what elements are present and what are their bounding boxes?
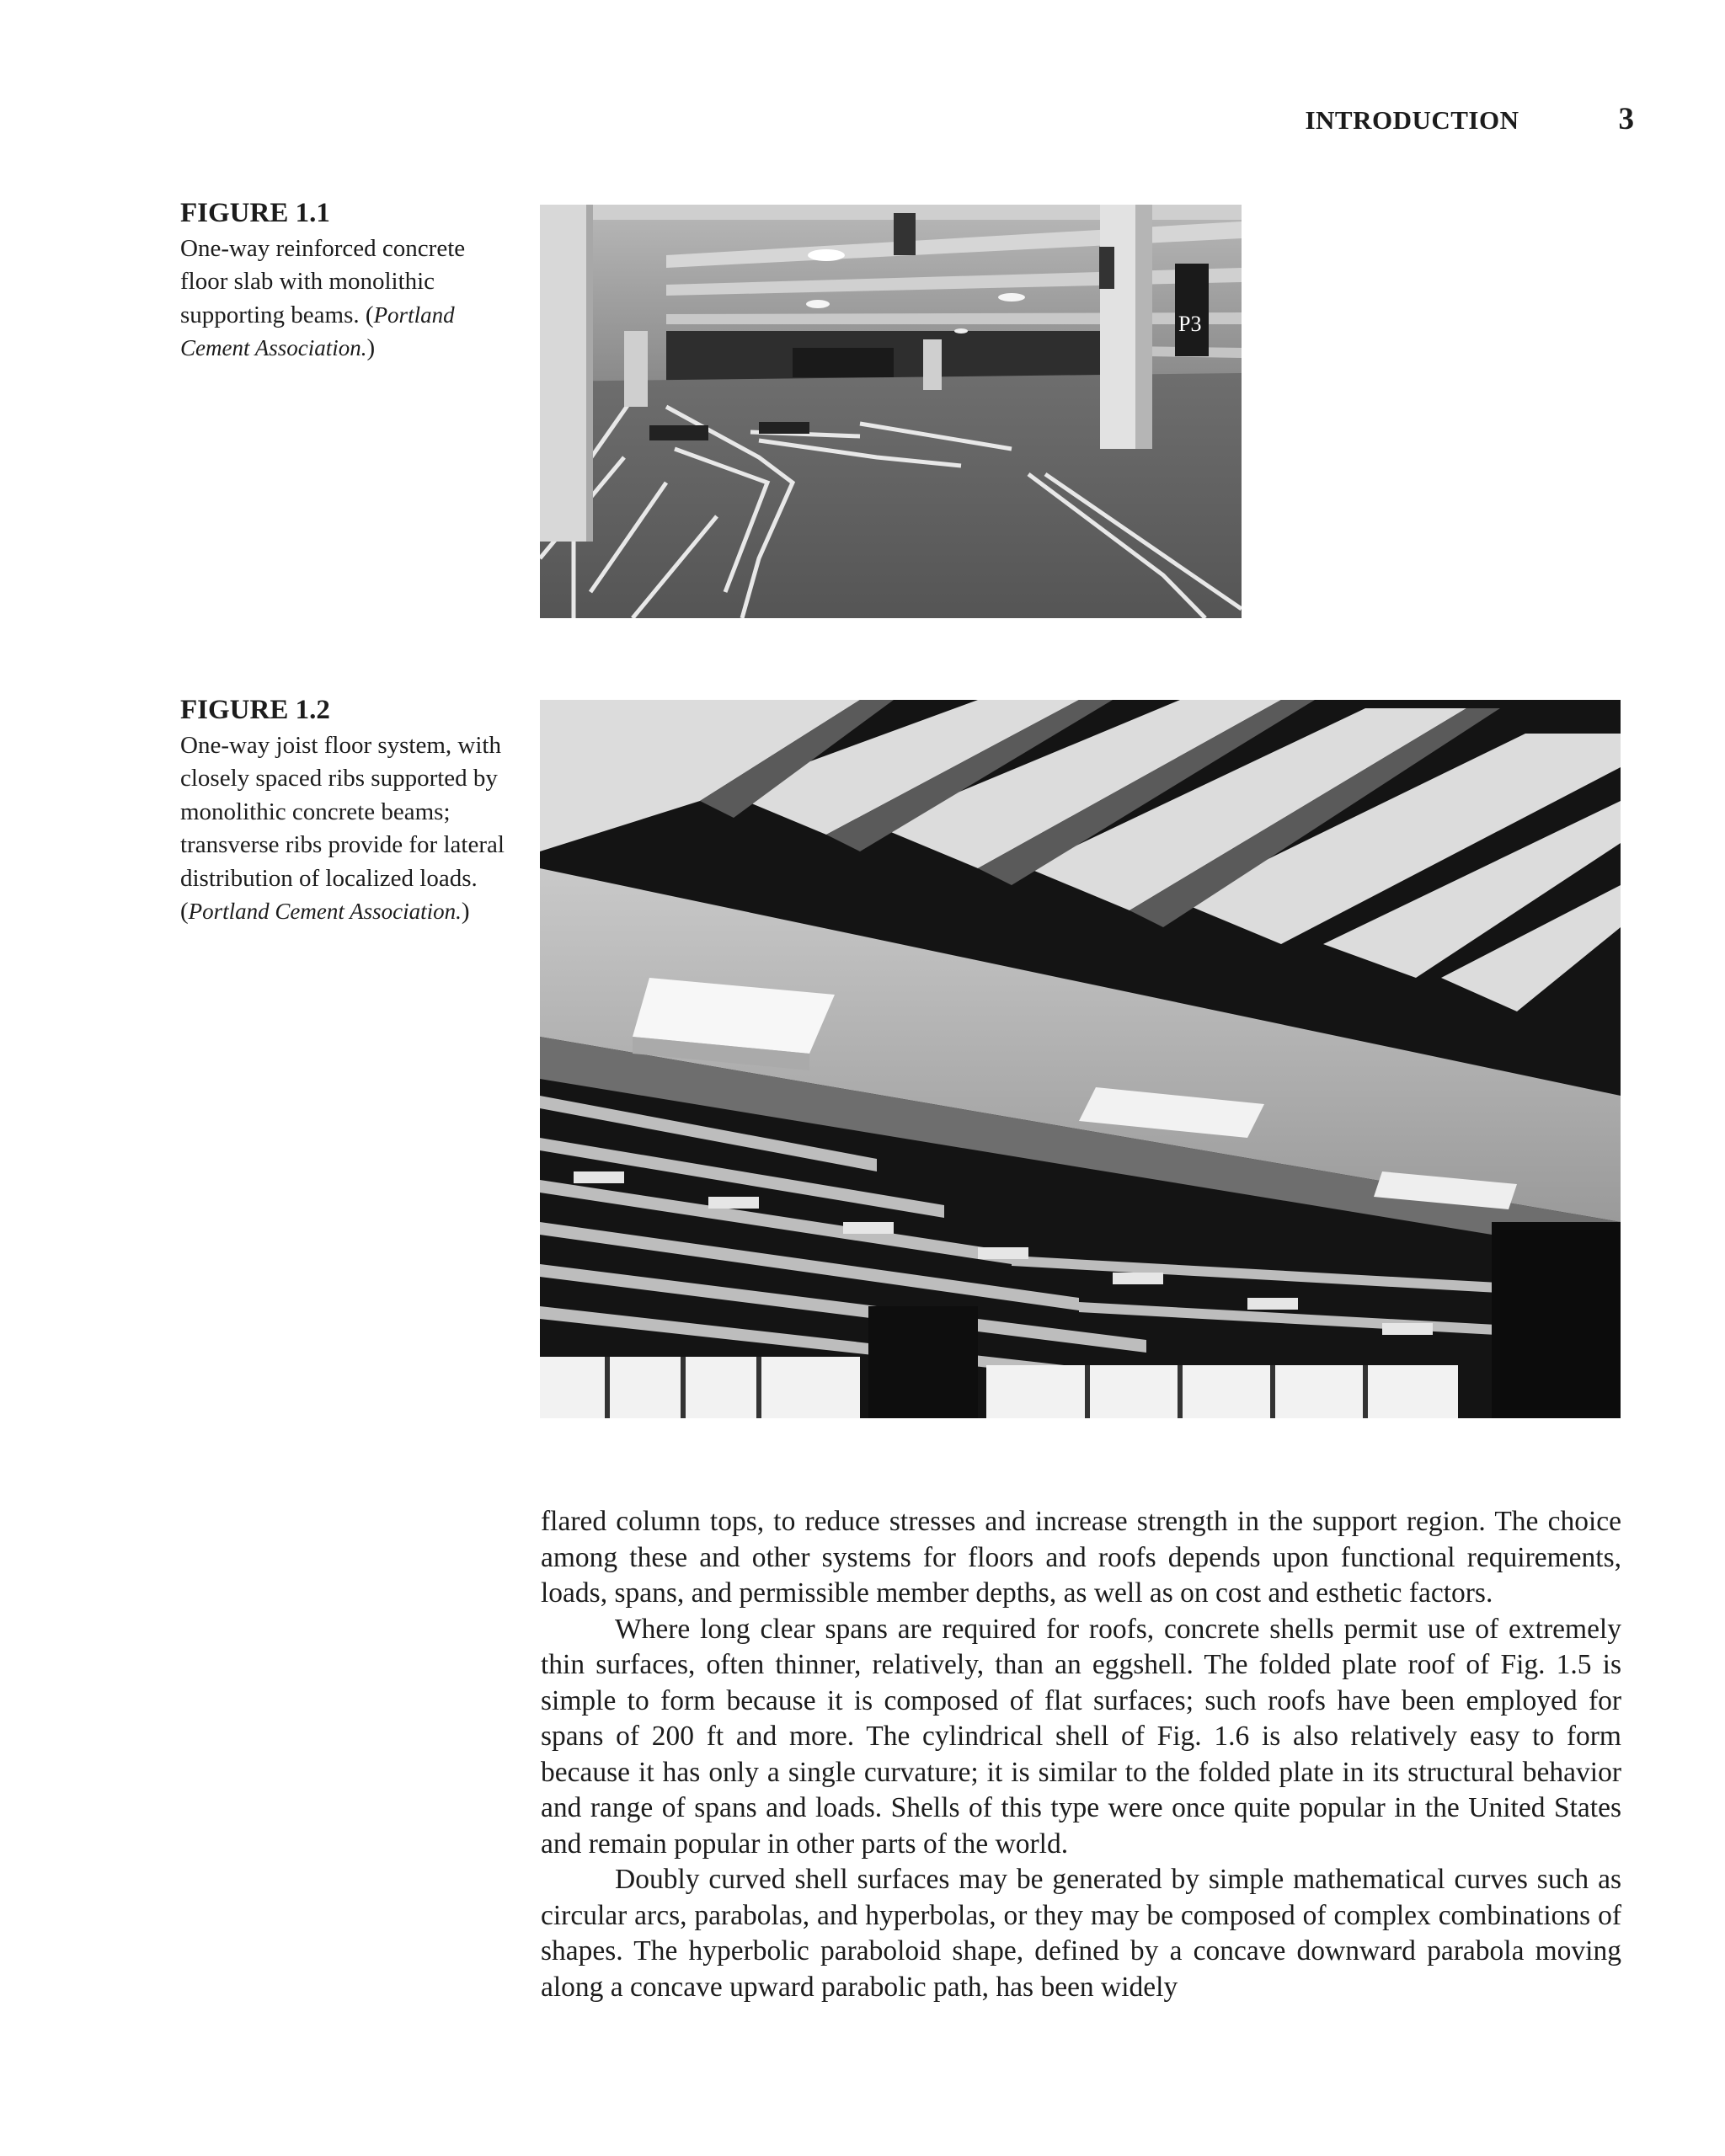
- body-text: [541, 1504, 1621, 2005]
- page-number: 3: [1618, 102, 1634, 136]
- figure-1-1-credit-close: ): [366, 334, 376, 361]
- parking-garage-image: [540, 205, 1242, 618]
- figure-1-2-photo: [540, 700, 1621, 1418]
- paragraph-1: flared column tops, to reduce stresses and increase strength in the support region. The choice among these and other systems for floors and roofs depends upon functional requirements, loads, spans, and permissible member depths, as well as on cost and esthetic factors.: [541, 1506, 1621, 1609]
- paragraph-3: Doubly curved shell surfaces may be generated by simple mathematical curves such as circular arcs, parabolas, and hyperbolas, or they may be composed of complex combinations of shapes. The hyperbolic paraboloid shape, defined by a concave downward parabola moving along a concave upward parabolic path, has been widely: [541, 1864, 1621, 2003]
- section-title: INTRODUCTION: [1305, 105, 1519, 135]
- figure-1-1-credit: Portland Cement Association.: [180, 302, 455, 360]
- figure-1-2-credit: Portland Cement Association.: [188, 899, 462, 924]
- paragraph-2: Where long clear spans are required for roofs, concrete shells permit use of extremely thin surfaces, often thinner, relatively, than an eggshell. The folded plate roof of Fig. 1.5 is simple to form because it is composed of flat surfaces; such roofs have been employed for spans of 200 ft and more. The cylindrical shell of Fig. 1.6 is also relatively easy to form because it has only a single curvature; it is similar to the folded plate in its structural behavior and range of spans and loads. Shells of this type were once quite popular in the United States and remain popular in other parts of the world.: [541, 1613, 1621, 1860]
- figure-1-2-caption-text: One-way joist floor system, with closely spaced ribs supported by monolithic concrete beams; transverse ribs provide for lateral distribution of localized loads. (: [180, 731, 505, 925]
- figure-1-1-label: FIGURE 1.1: [180, 198, 330, 228]
- figure-1-2-credit-close: ): [461, 898, 470, 925]
- joist-ceiling-image: [540, 700, 1621, 1418]
- running-head: [1263, 101, 1634, 143]
- p3-sign-text: P3: [1178, 312, 1202, 336]
- figure-1-2-caption: [180, 694, 510, 929]
- figure-1-1-photo: [540, 205, 1242, 618]
- figure-1-2-label: FIGURE 1.2: [180, 695, 330, 725]
- figure-1-1-caption-text: One-way reinforced concrete floor slab with monolithic supporting beams. (: [180, 234, 466, 328]
- figure-1-1-caption: [180, 197, 510, 366]
